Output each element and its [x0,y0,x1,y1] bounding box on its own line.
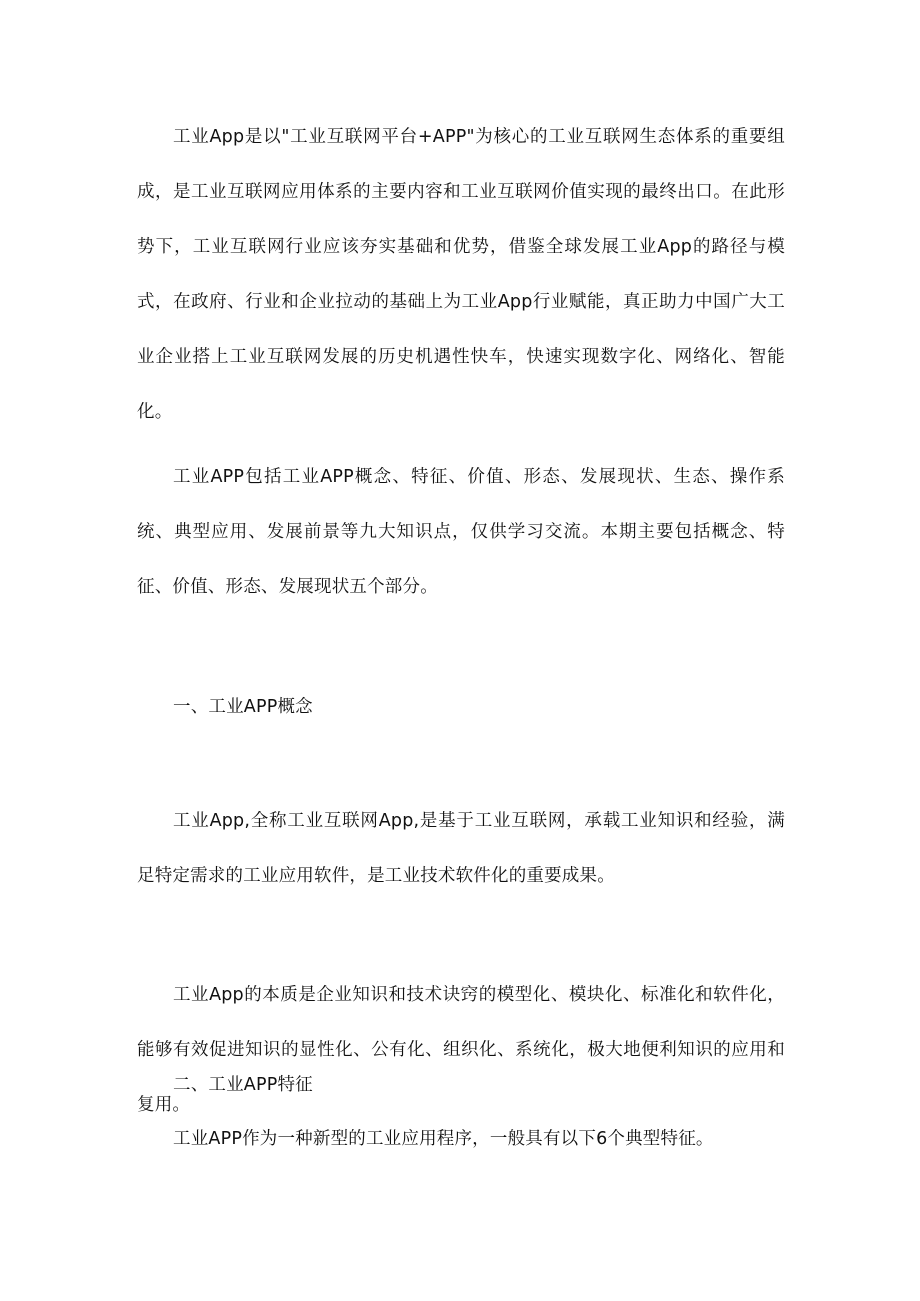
definition-paragraph: 工业App,全称工业互联网App,是基于工业互联网，承载工业知识和经验，满足特定需求的工业应用软件，是工业技术软件化的重要成果。 [137,811,785,886]
section-heading-concept: 一、工业APP概念 [173,697,313,717]
intro-paragraph: 工业App是以"工业互联网平台+APP"为核心的工业互联网生态体系的重要组成，是工业互联网应用体系的主要内容和工业互联网价值实现的最终出口。在此形势下，工业互联网行业应该夯实基础和优势，借鉴全球发展工业App的路径与模式，在政府、行业和企业拉动的基础上为工业App行业赋能，真正助力中国广大工业企业搭上工业互联网发展的历史机遇性快车，快速实现数字化、网络化、智能化。 [137,127,785,422]
essence-paragraph: 工业App的本质是企业知识和技术诀窍的模型化、模块化、标准化和软件化，能够有效促进知识的显性化、公有化、组织化、系统化，极大地便利知识的应用和复用。 [137,985,785,1115]
section-heading-features: 二、工业APP特征 [173,1075,313,1095]
features-intro-paragraph: 工业APP作为一种新型的工业应用程序，一般具有以下6个典型特征。 [173,1129,714,1149]
overview-paragraph: 工业APP包括工业APP概念、特征、价值、形态、发展现状、生态、操作系统、典型应用、发展前景等九大知识点，仅供学习交流。本期主要包括概念、特征、价值、形态、发展现状五个部分。 [137,467,785,597]
